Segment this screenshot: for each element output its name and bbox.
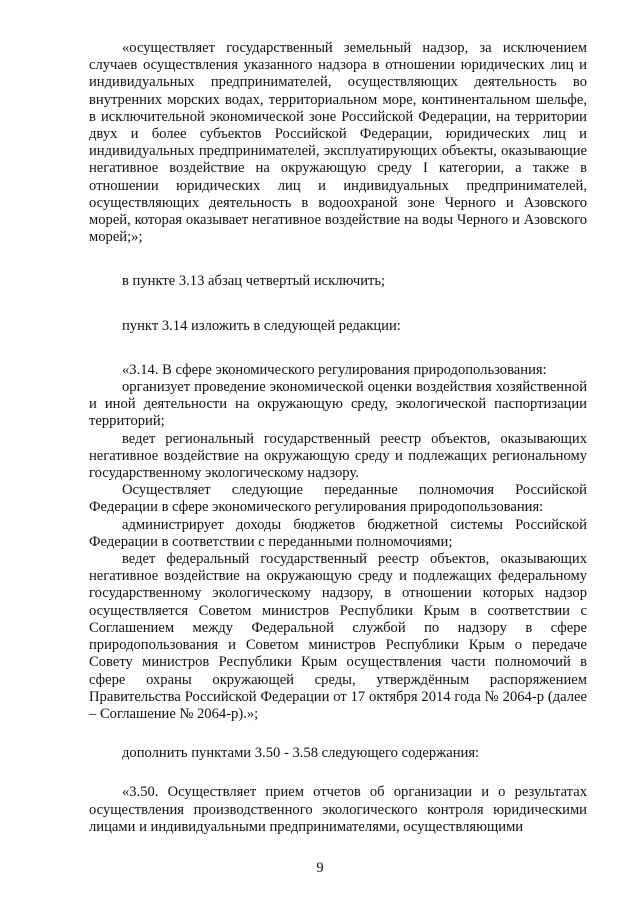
page-number: 9 [316,860,324,876]
document-body [89,40,587,836]
paragraph-clause-3-14-intro: пункт 3.14 изложить в следующей редакции: [122,317,401,334]
paragraph-clause-3-50: «3.50. Осуществляет прием отчетов об организации и о результатах осуществления производственного экологического контроля юридическими лицами и индивидуальными предпринимателями, осуществляющими [89,784,587,835]
paragraph-land-supervision: «осуществляет государственный земельный надзор, за исключением случаев осуществления указанного надзора в отношении юридических лиц и индивидуальных предпринимателей, осуществляющих деятельность во внутренних морских водах, территориальном море, континентальном шельфе, в исключительной экономической зоне Российской Федерации, на территории двух и более субъектов Российской Федерации, юридических лиц и индивидуальных предпринимателей, эксплуатирующих объекты, оказывающие негативное воздействие на окружающую среду I категории, а также в отношении юридических лиц и индивидуальных предпринимателей, осуществляющих деятельность в водоохраной зоне Черного и Азовского морей, которая оказывает негативное воздействие на воды Черного и Азовского морей;»; [89,40,587,246]
paragraph-budget-revenues: администрирует доходы бюджетов бюджетной системы Российской Федерации в соответствии с переданными полномочиями; [89,516,587,550]
paragraph-clause-3-13: в пункте 3.13 абзац четвертый исключить; [122,273,386,290]
paragraph-regional-register: ведет региональный государственный реестр объектов, оказывающих негативное воздействие на окружающую среду и подлежащих региональному государственному экологическому надзору. [89,430,587,482]
paragraph-delegated-powers: Осуществляет следующие переданные полномочия Российской Федерации в сфере экономического регулирования природопользования: [89,482,587,516]
paragraph-federal-register: ведет федеральный государственный реестр объектов, оказывающих негативное воздействие на окружающую среду и подлежащих федеральному государственному экологическому надзору, в отношении которых надзор осуществляется Советом министров Республики Крым в соответствии с Соглашением между Федеральной службой по надзору в сфере природопользования и Советом министров Республики Крым о передаче Совету министров Республики Крым осуществления части полномочий в сфере охраны окружающей среды, утверждённым распоряжением Правительства Российской Федерации от 17 октября 2014 года № 2064-р (далее – Соглашение № 2064-р).»; [89,551,587,722]
paragraph-add-clauses: дополнить пунктами 3.50 - 3.58 следующего содержания: [122,745,480,762]
paragraph-economic-assessment: организует проведение экономической оценки воздействия хозяйственной и иной деятельности на окружающую среду, экологической паспортизации территорий; [89,379,587,430]
paragraph-clause-3-14-heading: «3.14. В сфере экономического регулирования природопользования: [122,361,547,378]
